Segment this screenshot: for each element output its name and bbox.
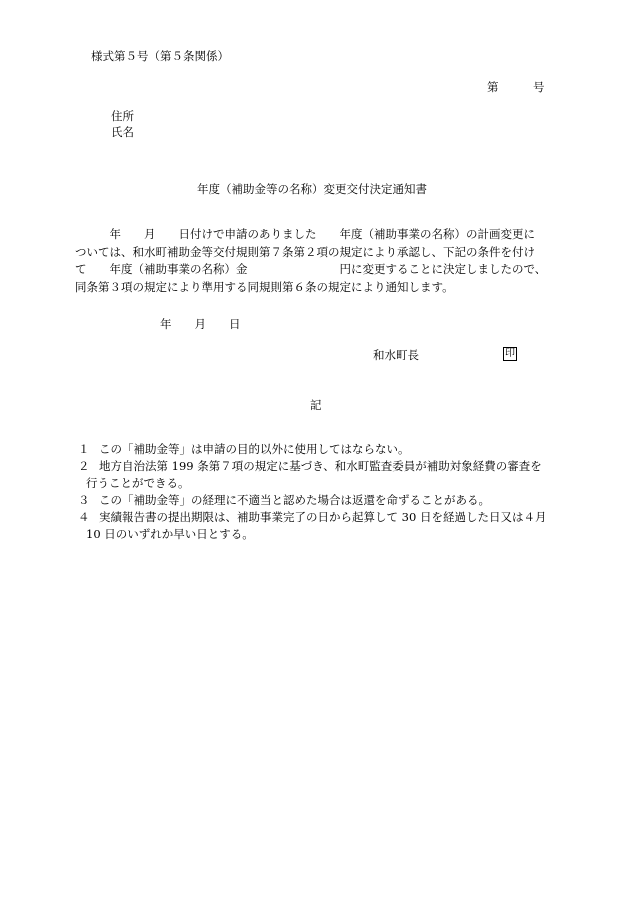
notice-body bbox=[75, 226, 560, 296]
issue-date: 年 月 日 bbox=[160, 317, 241, 331]
seal-mark: 印 bbox=[505, 348, 515, 359]
condition-text-continued: 10 日のいずれか早い日とする。 bbox=[86, 527, 254, 541]
condition-text-continued: 行うことができる。 bbox=[86, 476, 190, 490]
condition-number: ４ bbox=[78, 510, 90, 524]
recipient-address-label: 住所 bbox=[111, 109, 134, 123]
body-line: て 年度（補助事業の名称）金 円に変更することに決定しましたので、 bbox=[75, 262, 547, 276]
ki-heading: 記 bbox=[310, 398, 322, 412]
body-line: 同条第３項の規定により準用する同規則第６条の規定により通知します。 bbox=[75, 279, 454, 294]
condition-text: この「補助金等」は申請の目的以外に使用してはならない。 bbox=[99, 442, 410, 456]
condition-item bbox=[78, 509, 568, 543]
condition-number: １ bbox=[78, 442, 90, 456]
condition-number: ２ bbox=[78, 459, 90, 473]
body-line: 年 月 日付けで申請のありました 年度（補助事業の名称）の計画変更に bbox=[75, 227, 535, 241]
document-title: 年度（補助金等の名称）変更交付決定通知書 bbox=[197, 182, 427, 196]
condition-text: 実績報告書の提出期限は、補助事業完了の日から起算して 30 日を経過した日又は４月 bbox=[99, 510, 547, 524]
body-line: ついては、和水町補助金等交付規則第７条第２項の規定により承認し、下記の条件を付け bbox=[75, 244, 535, 259]
condition-item bbox=[78, 458, 568, 492]
form-identifier: 様式第５号（第５条関係） bbox=[91, 49, 229, 63]
issuer-title: 和水町長 bbox=[373, 348, 419, 362]
condition-text: 地方自治法第 199 条第７項の規定に基づき、和水町監査委員が補助対象経費の審査を bbox=[99, 459, 542, 473]
document-number-prefix: 第 bbox=[487, 80, 499, 94]
condition-item bbox=[78, 441, 568, 458]
condition-number: ３ bbox=[78, 493, 90, 507]
recipient-name-label: 氏名 bbox=[111, 125, 134, 139]
conditions-list bbox=[78, 441, 568, 543]
condition-item bbox=[78, 492, 568, 509]
condition-text: この「補助金等」の経理に不適当と認めた場合は返還を命ずることがある。 bbox=[99, 493, 490, 507]
document-number-suffix: 号 bbox=[533, 80, 545, 94]
